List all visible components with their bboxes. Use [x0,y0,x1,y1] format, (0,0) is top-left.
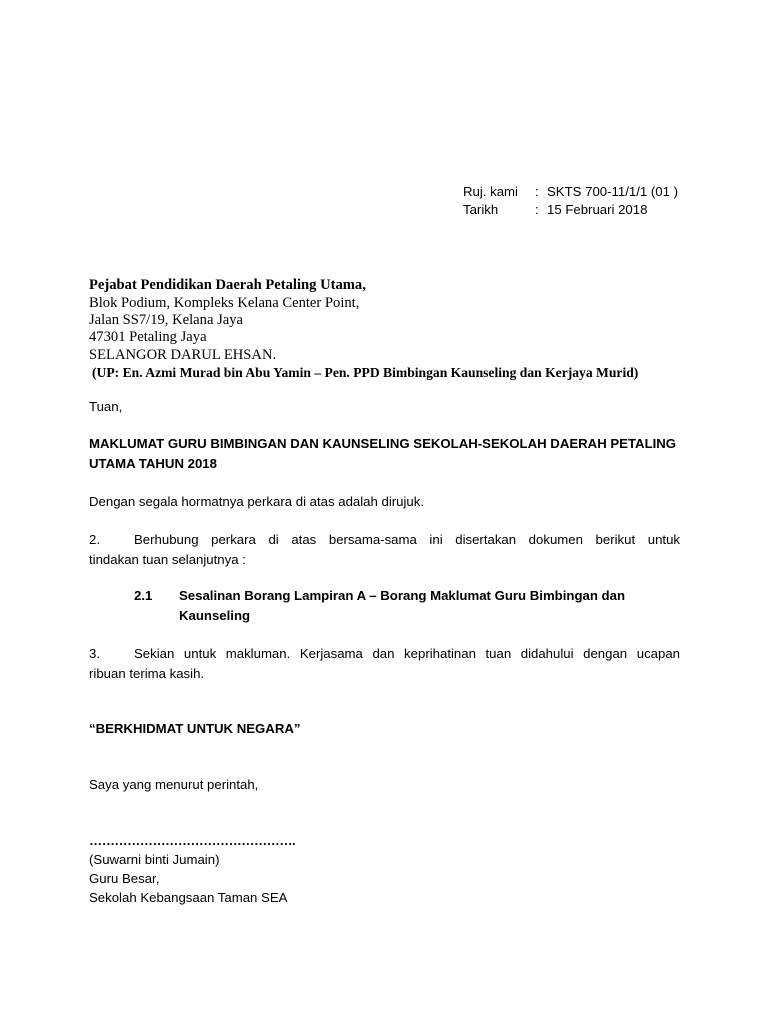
ref-number-label: Ruj. kami [463,184,518,199]
ref-number-value: SKTS 700-11/1/1 (01 ) [547,184,678,199]
paragraph-2-text-1: Berhubung perkara di atas bersama-sama ini disertakan dokumen berikut untuk [134,532,680,547]
ref-number-colon: : [535,184,539,199]
paragraph-3-text-1: Sekian untuk makluman. Kerjasama dan keprihatinan tuan didahului dengan ucapan [134,646,680,661]
paragraph-2-line-1 [89,530,680,550]
paragraph-2-number: 2. [89,532,100,547]
school-name: Sekolah Kebangsaan Taman SEA [89,890,288,905]
paragraph-2 [89,530,680,570]
date-label: Tarikh [463,202,499,217]
item-2-1-number: 2.1 [134,588,153,603]
attention-line: (UP: En. Azmi Murad bin Abu Yamin – Pen. PPD Bimbingan Kaunseling dan Kerjaya Murid) [92,365,639,380]
paragraph-3-number: 3. [89,646,100,661]
address-line-4: SELANGOR DARUL EHSAN. [89,347,277,363]
closing-phrase: Saya yang menurut perintah, [89,777,259,792]
date-value: 15 Februari 2018 [547,202,648,217]
subject-line-1: MAKLUMAT GURU BIMBINGAN DAN KAUNSELING SEKOLAH-SEKOLAH DAERAH PETALING [89,436,677,451]
opening-paragraph: Dengan segala hormatnya perkara di atas adalah dirujuk. [89,494,425,509]
item-2-1-line-2: Kaunseling [179,608,251,623]
paragraph-3 [89,644,680,684]
salutation: Tuan, [89,399,123,414]
item-2-1-line-1: Sesalinan Borang Lampiran A – Borang Maklumat Guru Bimbingan dan [179,588,625,603]
paragraph-3-line-1 [89,644,680,664]
address-line-1: Blok Podium, Kompleks Kelana Center Point, [89,295,360,311]
motto: “BERKHIDMAT UNTUK NEGARA” [89,721,301,736]
signatory-title: Guru Besar, [89,871,160,886]
address-line-3: 47301 Petaling Jaya [89,329,207,345]
address-line-2: Jalan SS7/19, Kelana Jaya [89,312,244,328]
signatory-name: (Suwarni binti Jumain) [89,852,220,867]
date-colon: : [535,202,539,217]
signature-line: …………………………………………. [89,833,296,848]
subject-line-2: UTAMA TAHUN 2018 [89,456,217,471]
recipient-name: Pejabat Pendidikan Daerah Petaling Utama, [89,277,366,293]
paragraph-2-text-2: tindakan tuan selanjutnya : [89,552,246,567]
paragraph-3-text-2: ribuan terima kasih. [89,666,205,681]
